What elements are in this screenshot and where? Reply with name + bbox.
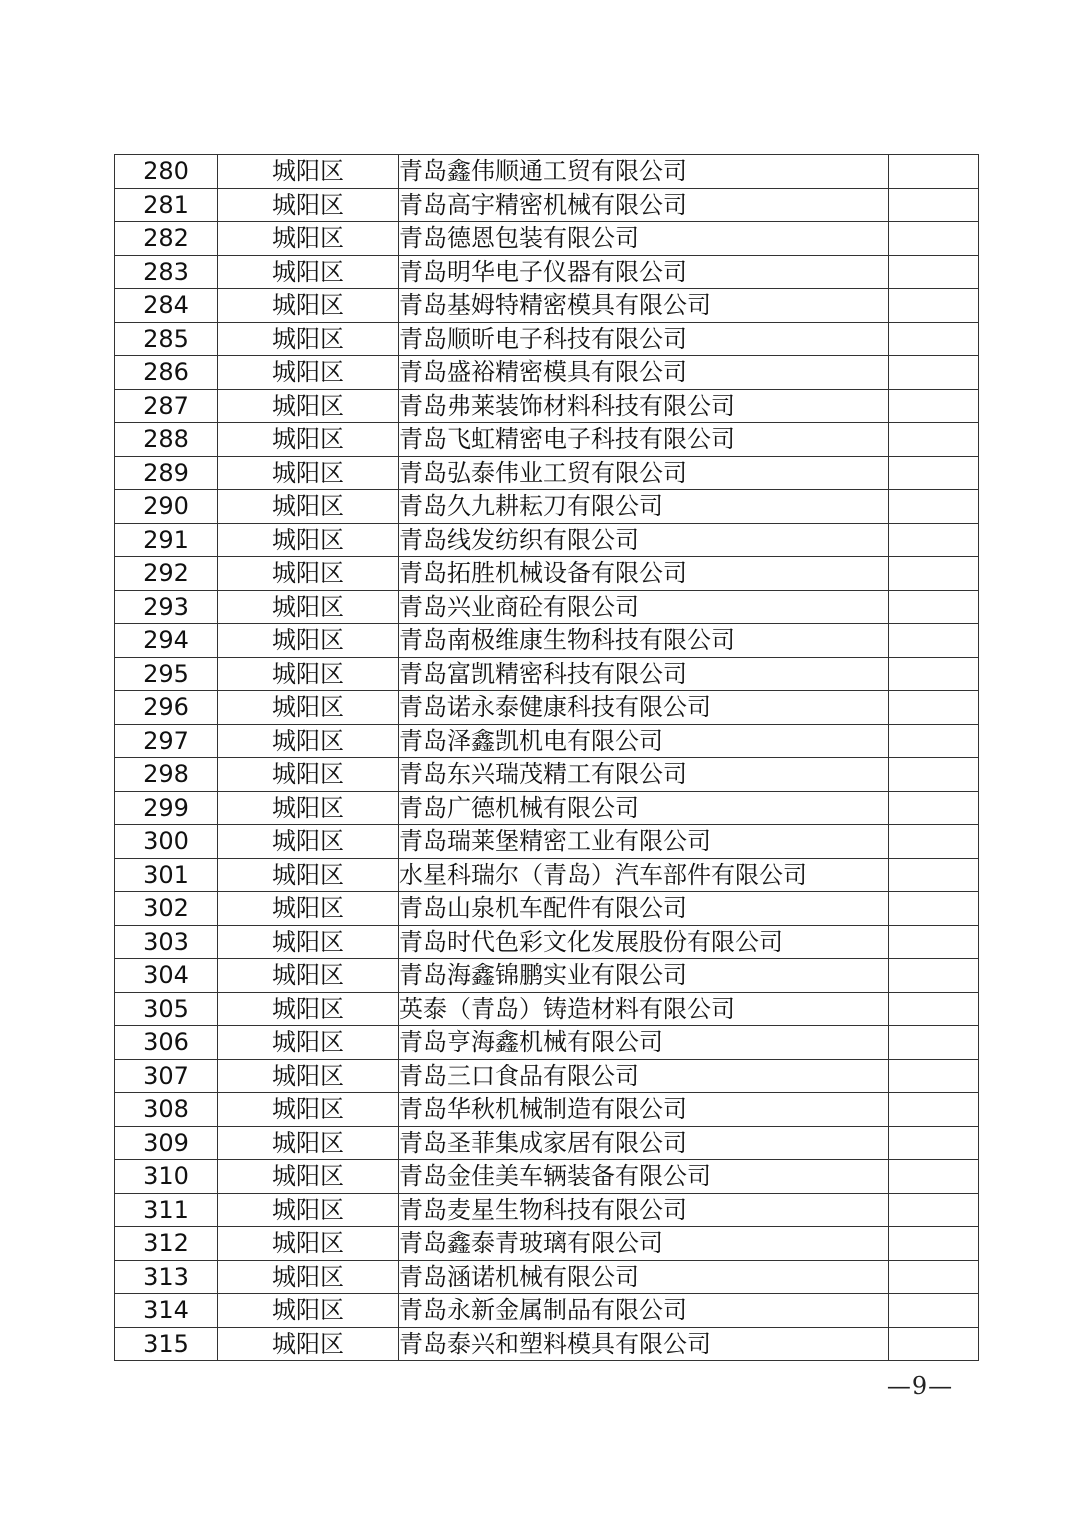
district-cell: 城阳区 [218, 758, 399, 792]
district-cell: 城阳区 [218, 356, 399, 390]
company-name-cell: 青岛山泉机车配件有限公司 [399, 892, 889, 926]
note-cell [889, 523, 979, 557]
table-row [115, 1126, 979, 1160]
table-row [115, 289, 979, 323]
row-number-cell: 294 [115, 624, 218, 658]
district-cell: 城阳区 [218, 523, 399, 557]
district-cell: 城阳区 [218, 959, 399, 993]
company-name-cell: 青岛瑞莱堡精密工业有限公司 [399, 825, 889, 859]
table-row [115, 590, 979, 624]
table-row [115, 1093, 979, 1127]
note-cell [889, 858, 979, 892]
note-cell [889, 959, 979, 993]
row-number-cell: 288 [115, 423, 218, 457]
district-cell: 城阳区 [218, 1294, 399, 1328]
row-number-cell: 284 [115, 289, 218, 323]
company-name-cell: 青岛久九耕耘刀有限公司 [399, 490, 889, 524]
company-name-cell: 青岛时代色彩文化发展股份有限公司 [399, 925, 889, 959]
district-cell: 城阳区 [218, 624, 399, 658]
table-row [115, 255, 979, 289]
note-cell [889, 1327, 979, 1361]
page-number: —9— [886, 1372, 954, 1400]
note-cell [889, 389, 979, 423]
district-cell: 城阳区 [218, 222, 399, 256]
company-name-cell: 青岛永新金属制品有限公司 [399, 1294, 889, 1328]
row-number-cell: 299 [115, 791, 218, 825]
row-number-cell: 308 [115, 1093, 218, 1127]
note-cell [889, 825, 979, 859]
table-row [115, 925, 979, 959]
district-cell: 城阳区 [218, 456, 399, 490]
table-row [115, 1327, 979, 1361]
company-name-cell: 青岛盛裕精密模具有限公司 [399, 356, 889, 390]
note-cell [889, 1227, 979, 1261]
row-number-cell: 304 [115, 959, 218, 993]
company-name-cell: 青岛兴业商砼有限公司 [399, 590, 889, 624]
note-cell [889, 1160, 979, 1194]
note-cell [889, 1126, 979, 1160]
company-name-cell: 青岛基姆特精密模具有限公司 [399, 289, 889, 323]
table-row [115, 155, 979, 189]
table-row [115, 557, 979, 591]
company-name-cell: 青岛东兴瑞茂精工有限公司 [399, 758, 889, 792]
district-cell: 城阳区 [218, 557, 399, 591]
district-cell: 城阳区 [218, 188, 399, 222]
company-name-cell: 青岛线发纺织有限公司 [399, 523, 889, 557]
district-cell: 城阳区 [218, 825, 399, 859]
district-cell: 城阳区 [218, 925, 399, 959]
company-name-cell: 青岛金佳美车辆装备有限公司 [399, 1160, 889, 1194]
row-number-cell: 305 [115, 992, 218, 1026]
table-row [115, 1193, 979, 1227]
row-number-cell: 295 [115, 657, 218, 691]
note-cell [889, 1294, 979, 1328]
table-body [115, 155, 979, 1361]
note-cell [889, 992, 979, 1026]
district-cell: 城阳区 [218, 155, 399, 189]
row-number-cell: 282 [115, 222, 218, 256]
district-cell: 城阳区 [218, 1059, 399, 1093]
row-number-cell: 283 [115, 255, 218, 289]
table-row [115, 624, 979, 658]
note-cell [889, 791, 979, 825]
district-cell: 城阳区 [218, 1126, 399, 1160]
table-row [115, 724, 979, 758]
note-cell [889, 724, 979, 758]
table-row [115, 490, 979, 524]
company-name-cell: 青岛圣菲集成家居有限公司 [399, 1126, 889, 1160]
note-cell [889, 590, 979, 624]
table-row [115, 356, 979, 390]
company-name-cell: 青岛泽鑫凯机电有限公司 [399, 724, 889, 758]
row-number-cell: 314 [115, 1294, 218, 1328]
row-number-cell: 313 [115, 1260, 218, 1294]
district-cell: 城阳区 [218, 289, 399, 323]
table-row [115, 1260, 979, 1294]
row-number-cell: 303 [115, 925, 218, 959]
row-number-cell: 289 [115, 456, 218, 490]
note-cell [889, 1093, 979, 1127]
district-cell: 城阳区 [218, 858, 399, 892]
row-number-cell: 291 [115, 523, 218, 557]
table-row [115, 858, 979, 892]
company-name-cell: 青岛弘泰伟业工贸有限公司 [399, 456, 889, 490]
company-list-table [114, 154, 979, 1361]
company-name-cell: 青岛德恩包装有限公司 [399, 222, 889, 256]
note-cell [889, 557, 979, 591]
table-row [115, 389, 979, 423]
district-cell: 城阳区 [218, 1260, 399, 1294]
note-cell [889, 657, 979, 691]
table-row [115, 825, 979, 859]
row-number-cell: 297 [115, 724, 218, 758]
company-name-cell: 青岛飞虹精密电子科技有限公司 [399, 423, 889, 457]
row-number-cell: 293 [115, 590, 218, 624]
row-number-cell: 281 [115, 188, 218, 222]
note-cell [889, 892, 979, 926]
table-row [115, 1227, 979, 1261]
district-cell: 城阳区 [218, 992, 399, 1026]
table-row [115, 892, 979, 926]
table-row [115, 992, 979, 1026]
table-row [115, 1294, 979, 1328]
district-cell: 城阳区 [218, 791, 399, 825]
district-cell: 城阳区 [218, 1026, 399, 1060]
row-number-cell: 301 [115, 858, 218, 892]
company-name-cell: 青岛麦星生物科技有限公司 [399, 1193, 889, 1227]
note-cell [889, 691, 979, 725]
note-cell [889, 289, 979, 323]
note-cell [889, 255, 979, 289]
row-number-cell: 310 [115, 1160, 218, 1194]
district-cell: 城阳区 [218, 691, 399, 725]
company-name-cell: 青岛弗莱装饰材料科技有限公司 [399, 389, 889, 423]
table-row [115, 791, 979, 825]
district-cell: 城阳区 [218, 590, 399, 624]
table-row [115, 1160, 979, 1194]
row-number-cell: 298 [115, 758, 218, 792]
row-number-cell: 307 [115, 1059, 218, 1093]
note-cell [889, 456, 979, 490]
company-name-cell: 水星科瑞尔（青岛）汽车部件有限公司 [399, 858, 889, 892]
note-cell [889, 322, 979, 356]
district-cell: 城阳区 [218, 389, 399, 423]
table-row [115, 456, 979, 490]
row-number-cell: 280 [115, 155, 218, 189]
district-cell: 城阳区 [218, 657, 399, 691]
table-row [115, 423, 979, 457]
row-number-cell: 285 [115, 322, 218, 356]
district-cell: 城阳区 [218, 490, 399, 524]
district-cell: 城阳区 [218, 423, 399, 457]
row-number-cell: 311 [115, 1193, 218, 1227]
note-cell [889, 188, 979, 222]
company-name-cell: 青岛海鑫锦鹏实业有限公司 [399, 959, 889, 993]
note-cell [889, 423, 979, 457]
company-name-cell: 青岛广德机械有限公司 [399, 791, 889, 825]
district-cell: 城阳区 [218, 724, 399, 758]
table-row [115, 657, 979, 691]
company-name-cell: 青岛拓胜机械设备有限公司 [399, 557, 889, 591]
district-cell: 城阳区 [218, 1193, 399, 1227]
company-name-cell: 青岛顺昕电子科技有限公司 [399, 322, 889, 356]
note-cell [889, 155, 979, 189]
note-cell [889, 758, 979, 792]
note-cell [889, 1026, 979, 1060]
company-name-cell: 青岛亨海鑫机械有限公司 [399, 1026, 889, 1060]
table-row [115, 188, 979, 222]
row-number-cell: 300 [115, 825, 218, 859]
table-row [115, 222, 979, 256]
note-cell [889, 490, 979, 524]
row-number-cell: 315 [115, 1327, 218, 1361]
company-name-cell: 青岛富凯精密科技有限公司 [399, 657, 889, 691]
row-number-cell: 290 [115, 490, 218, 524]
row-number-cell: 309 [115, 1126, 218, 1160]
note-cell [889, 925, 979, 959]
row-number-cell: 287 [115, 389, 218, 423]
company-name-cell: 青岛高宇精密机械有限公司 [399, 188, 889, 222]
row-number-cell: 292 [115, 557, 218, 591]
table-row [115, 959, 979, 993]
company-name-cell: 青岛涵诺机械有限公司 [399, 1260, 889, 1294]
company-name-cell: 青岛明华电子仪器有限公司 [399, 255, 889, 289]
company-name-cell: 青岛三口食品有限公司 [399, 1059, 889, 1093]
company-name-cell: 青岛南极维康生物科技有限公司 [399, 624, 889, 658]
table-row [115, 758, 979, 792]
row-number-cell: 306 [115, 1026, 218, 1060]
table-row [115, 523, 979, 557]
district-cell: 城阳区 [218, 322, 399, 356]
row-number-cell: 296 [115, 691, 218, 725]
row-number-cell: 302 [115, 892, 218, 926]
company-name-cell: 青岛鑫泰青玻璃有限公司 [399, 1227, 889, 1261]
district-cell: 城阳区 [218, 892, 399, 926]
company-name-cell: 英泰（青岛）铸造材料有限公司 [399, 992, 889, 1026]
district-cell: 城阳区 [218, 255, 399, 289]
company-name-cell: 青岛鑫伟顺通工贸有限公司 [399, 155, 889, 189]
note-cell [889, 624, 979, 658]
table-row [115, 1059, 979, 1093]
row-number-cell: 312 [115, 1227, 218, 1261]
row-number-cell: 286 [115, 356, 218, 390]
note-cell [889, 222, 979, 256]
company-name-cell: 青岛诺永泰健康科技有限公司 [399, 691, 889, 725]
note-cell [889, 1193, 979, 1227]
note-cell [889, 356, 979, 390]
note-cell [889, 1260, 979, 1294]
district-cell: 城阳区 [218, 1160, 399, 1194]
company-name-cell: 青岛华秋机械制造有限公司 [399, 1093, 889, 1127]
district-cell: 城阳区 [218, 1327, 399, 1361]
district-cell: 城阳区 [218, 1093, 399, 1127]
note-cell [889, 1059, 979, 1093]
company-name-cell: 青岛泰兴和塑料模具有限公司 [399, 1327, 889, 1361]
table-row [115, 691, 979, 725]
table-row [115, 1026, 979, 1060]
table-row [115, 322, 979, 356]
district-cell: 城阳区 [218, 1227, 399, 1261]
